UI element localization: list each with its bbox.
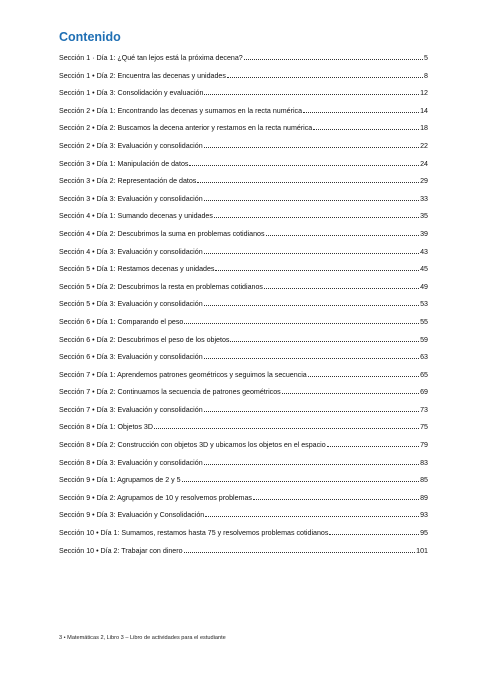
dot-leader bbox=[204, 353, 419, 359]
dot-leader bbox=[264, 283, 419, 289]
toc-entry-page-number: 55 bbox=[420, 317, 428, 326]
toc-entry-page-number: 63 bbox=[420, 353, 428, 362]
toc-entry-page-number: 39 bbox=[420, 229, 428, 238]
dot-leader bbox=[313, 124, 419, 130]
toc-entry-page-number: 12 bbox=[420, 89, 428, 98]
toc-entry[interactable] bbox=[59, 230, 428, 248]
toc-entry-page-number: 33 bbox=[420, 194, 428, 203]
toc-entry-title: Sección 10 • Día 2: Trabajar con dinero bbox=[59, 546, 183, 555]
toc-entry-title: Sección 1 • Día 2: Encuentra las decenas y unidades bbox=[59, 71, 226, 80]
toc-entry[interactable] bbox=[59, 371, 428, 389]
dot-leader bbox=[308, 371, 419, 377]
toc-entry-title: Sección 6 • Día 2: Descubrimos el peso de los objetos bbox=[59, 335, 230, 344]
toc-entry-page-number: 53 bbox=[420, 300, 428, 309]
toc-heading: Contenido bbox=[59, 30, 121, 44]
dot-leader bbox=[182, 476, 420, 482]
toc-entry-page-number: 73 bbox=[420, 405, 428, 414]
toc-entry[interactable] bbox=[59, 160, 428, 178]
toc-entry-title: Sección 8 • Día 1: Objetos 3D bbox=[59, 423, 153, 432]
toc-entry-page-number: 85 bbox=[420, 476, 428, 485]
toc-entry[interactable] bbox=[59, 300, 428, 318]
toc-entry-title: Sección 1 · Día 1: ¿Qué tan lejos está la próxima decena? bbox=[59, 54, 243, 62]
toc-entry[interactable] bbox=[59, 89, 428, 107]
toc-entry-title: Sección 7 • Día 1: Aprendemos patrones geométricos y seguimos la secuencia bbox=[59, 370, 307, 379]
toc-entry[interactable] bbox=[59, 406, 428, 424]
toc-entry[interactable] bbox=[59, 388, 428, 406]
toc-entry[interactable] bbox=[59, 511, 428, 529]
toc-entry-title: Sección 2 • Día 3: Evaluación y consolidación bbox=[59, 141, 203, 150]
toc-entry-title: Sección 5 • Día 1: Restamos decenas y unidades bbox=[59, 265, 215, 274]
toc-entry[interactable] bbox=[59, 124, 428, 142]
toc-entry-page-number: 29 bbox=[420, 177, 428, 186]
toc-entry-page-number: 49 bbox=[420, 282, 428, 291]
toc-entry-page-number: 43 bbox=[420, 247, 428, 256]
toc-entry-page-number: 59 bbox=[420, 335, 428, 344]
toc-entry[interactable] bbox=[59, 248, 428, 266]
dot-leader bbox=[215, 265, 419, 271]
toc-entry-title: Sección 8 • Día 3: Evaluación y consolidación bbox=[59, 458, 203, 467]
toc-entry-page-number: 93 bbox=[420, 511, 428, 520]
toc-entry[interactable] bbox=[59, 107, 428, 125]
toc-entry-title: Sección 9 • Día 2: Agrupamos de 10 y resolvemos problemas bbox=[59, 493, 252, 502]
toc-entry[interactable] bbox=[59, 195, 428, 213]
dot-leader bbox=[244, 54, 423, 60]
toc-entry-title: Sección 4 • Día 1: Sumando decenas y unidades bbox=[59, 212, 213, 221]
toc-entry[interactable] bbox=[59, 441, 428, 459]
toc-entry-page-number: 22 bbox=[420, 141, 428, 150]
toc-entry-page-number: 45 bbox=[420, 265, 428, 274]
toc-entry[interactable] bbox=[59, 353, 428, 371]
toc-entry-page-number: 18 bbox=[420, 124, 428, 133]
toc-entry[interactable] bbox=[59, 494, 428, 512]
toc-entry-title: Sección 3 • Día 2: Representación de datos bbox=[59, 177, 197, 186]
toc-entry[interactable] bbox=[59, 476, 428, 494]
dot-leader bbox=[253, 494, 419, 500]
toc-entry-page-number: 5 bbox=[424, 54, 428, 62]
dot-leader bbox=[282, 388, 419, 394]
page-footer: 3 • Matemáticas 2, Libro 3 – Libro de actividades para el estudiante bbox=[59, 635, 226, 641]
dot-leader bbox=[204, 142, 419, 148]
toc-entry-title: Sección 5 • Día 3: Evaluación y consolidación bbox=[59, 300, 203, 309]
dot-leader bbox=[327, 441, 419, 447]
dot-leader bbox=[197, 177, 419, 183]
toc-entry-page-number: 69 bbox=[420, 388, 428, 397]
toc-entry-page-number: 35 bbox=[420, 212, 428, 221]
dot-leader bbox=[329, 529, 419, 535]
dot-leader bbox=[204, 406, 419, 412]
toc-entry-title: Sección 10 • Día 1: Sumamos, restamos hasta 75 y resolvemos problemas cotidianos bbox=[59, 529, 329, 538]
toc-entry-page-number: 79 bbox=[420, 441, 428, 450]
toc-entry-title: Sección 3 • Día 3: Evaluación y consolidación bbox=[59, 194, 203, 203]
toc-entry[interactable] bbox=[59, 283, 428, 301]
toc-entry-page-number: 101 bbox=[416, 546, 428, 555]
dot-leader bbox=[189, 160, 419, 166]
dot-leader bbox=[204, 459, 419, 465]
dot-leader bbox=[204, 195, 419, 201]
toc-entry-title: Sección 5 • Día 2: Descubrimos la resta en problemas cotidianos bbox=[59, 282, 263, 291]
toc-entry[interactable] bbox=[59, 318, 428, 336]
toc-entry-page-number: 14 bbox=[420, 106, 428, 115]
dot-leader bbox=[214, 212, 419, 218]
toc-entry[interactable] bbox=[59, 336, 428, 354]
toc-entry-title: Sección 7 • Día 3: Evaluación y consolidación bbox=[59, 405, 203, 414]
toc-entry-title: Sección 6 • Día 3: Evaluación y consolidación bbox=[59, 353, 203, 362]
toc-entry[interactable] bbox=[59, 177, 428, 195]
toc-entry[interactable] bbox=[59, 212, 428, 230]
dot-leader bbox=[227, 72, 423, 78]
dot-leader bbox=[266, 230, 420, 236]
toc-entry[interactable] bbox=[59, 142, 428, 160]
toc-entry-title: Sección 8 • Día 2: Construcción con objetos 3D y ubicamos los objetos en el espacio bbox=[59, 441, 326, 450]
dot-leader bbox=[230, 336, 419, 342]
toc-entry-title: Sección 9 • Día 3: Evaluación y Consolidación bbox=[59, 511, 205, 520]
toc-entry[interactable] bbox=[59, 529, 428, 547]
toc-entry[interactable] bbox=[59, 547, 428, 565]
toc-entry-title: Sección 2 • Día 1: Encontrando las decenas y sumamos en la recta numérica bbox=[59, 106, 303, 115]
dot-leader bbox=[154, 423, 419, 429]
toc-entry-title: Sección 1 • Día 3: Consolidación y evaluación bbox=[59, 89, 204, 98]
toc-entry[interactable] bbox=[59, 459, 428, 477]
toc-entry-page-number: 24 bbox=[420, 159, 428, 168]
toc-entry-title: Sección 3 • Día 1: Manipulación de datos bbox=[59, 159, 189, 168]
toc-entry-title: Sección 6 • Día 1: Comparando el peso bbox=[59, 317, 184, 326]
toc-entry-title: Sección 4 • Día 2: Descubrimos la suma en problemas cotidianos bbox=[59, 229, 265, 238]
dot-leader bbox=[204, 89, 419, 95]
toc-entry-title: Sección 9 • Día 1: Agrupamos de 2 y 5 bbox=[59, 476, 181, 485]
dot-leader bbox=[204, 300, 419, 306]
toc-entry-page-number: 89 bbox=[420, 493, 428, 502]
toc-entry[interactable] bbox=[59, 54, 428, 72]
toc-entry-title: Sección 4 • Día 3: Evaluación y consolidación bbox=[59, 247, 203, 256]
dot-leader bbox=[303, 107, 419, 113]
toc-entry-page-number: 95 bbox=[420, 529, 428, 538]
toc-entry-page-number: 8 bbox=[424, 71, 428, 80]
toc-entry[interactable] bbox=[59, 72, 428, 90]
toc-entry[interactable] bbox=[59, 423, 428, 441]
toc-entry-page-number: 65 bbox=[420, 370, 428, 379]
dot-leader bbox=[204, 248, 419, 254]
toc-entry-title: Sección 7 • Día 2: Continuamos la secuencia de patrones geométricos bbox=[59, 388, 281, 397]
dot-leader bbox=[205, 511, 419, 517]
dot-leader bbox=[184, 318, 419, 324]
table-of-contents bbox=[59, 54, 428, 564]
toc-entry-page-number: 83 bbox=[420, 458, 428, 467]
dot-leader bbox=[184, 547, 416, 553]
toc-entry-page-number: 75 bbox=[420, 423, 428, 432]
toc-entry[interactable] bbox=[59, 265, 428, 283]
toc-entry-title: Sección 2 • Día 2: Buscamos la decena anterior y restamos en la recta numérica bbox=[59, 124, 313, 133]
